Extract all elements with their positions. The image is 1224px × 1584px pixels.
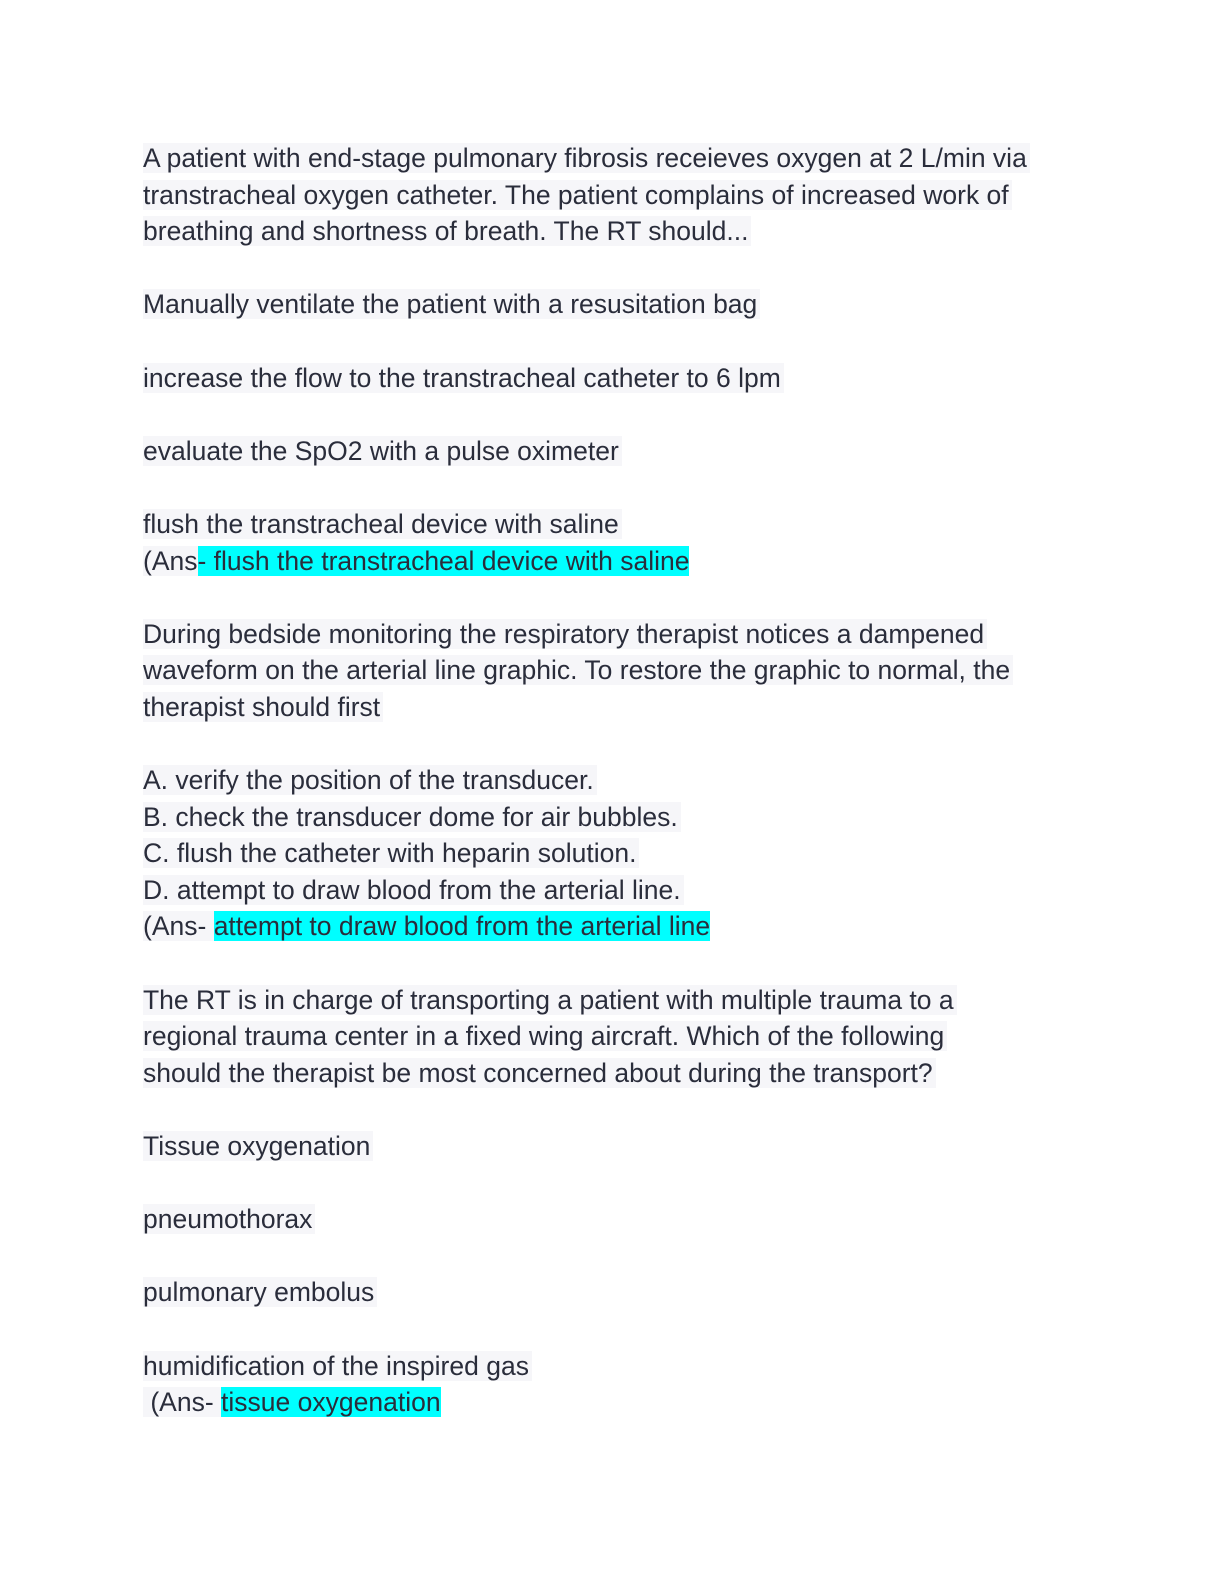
question-3 (143, 982, 1083, 1421)
question-3-option-3: pulmonary embolus (143, 1277, 377, 1307)
question-3-line-3: should the therapist be most concerned about during the transport? (143, 1058, 936, 1088)
answer-highlight: tissue oxygenation (221, 1387, 441, 1418)
question-1-answer (143, 543, 1083, 580)
question-1-line-2: transtracheal oxygen catheter. The patient complains of increased work of (143, 180, 1012, 210)
answer-highlight: attempt to draw blood from the arterial line (213, 911, 711, 942)
question-1-option-3: evaluate the SpO2 with a pulse oximeter (143, 436, 622, 466)
question-3-line-2: regional trauma center in a fixed wing aircraft. Which of the following (143, 1021, 947, 1051)
question-1 (143, 140, 1083, 579)
question-1-line-1: A patient with end-stage pulmonary fibrosis receieves oxygen at 2 L/min via (143, 143, 1030, 173)
question-2-option-a: A. verify the position of the transducer. (143, 765, 597, 795)
question-1-option-4: flush the transtracheal device with saline (143, 509, 622, 539)
answer-highlight: - flush the transtracheal device with saline (197, 545, 690, 576)
document-page (143, 140, 1083, 1421)
question-1-option-1: Manually ventilate the patient with a resusitation bag (143, 289, 760, 319)
answer-prefix: (Ans- (143, 1387, 222, 1418)
question-3-option-4: humidification of the inspired gas (143, 1351, 532, 1381)
question-2-line-2: waveform on the arterial line graphic. To restore the graphic to normal, the (143, 655, 1013, 685)
answer-prefix: (Ans (143, 545, 198, 576)
question-3-answer (143, 1384, 1083, 1421)
question-2 (143, 616, 1083, 945)
question-2-option-c: C. flush the catheter with heparin solution. (143, 838, 639, 868)
question-2-line-3: therapist should first (143, 692, 383, 722)
question-3-option-2: pneumothorax (143, 1204, 315, 1234)
question-1-option-2: increase the flow to the transtracheal catheter to 6 lpm (143, 363, 784, 393)
question-2-option-d: D. attempt to draw blood from the arterial line. (143, 875, 684, 905)
answer-prefix: (Ans- (143, 911, 214, 942)
question-2-option-b: B. check the transducer dome for air bubbles. (143, 802, 681, 832)
question-3-line-1: The RT is in charge of transporting a patient with multiple trauma to a (143, 985, 957, 1015)
question-3-option-1: Tissue oxygenation (143, 1131, 373, 1161)
question-2-answer (143, 908, 1083, 945)
question-1-line-3: breathing and shortness of breath. The RT should... (143, 216, 751, 246)
question-2-line-1: During bedside monitoring the respiratory therapist notices a dampened (143, 619, 987, 649)
